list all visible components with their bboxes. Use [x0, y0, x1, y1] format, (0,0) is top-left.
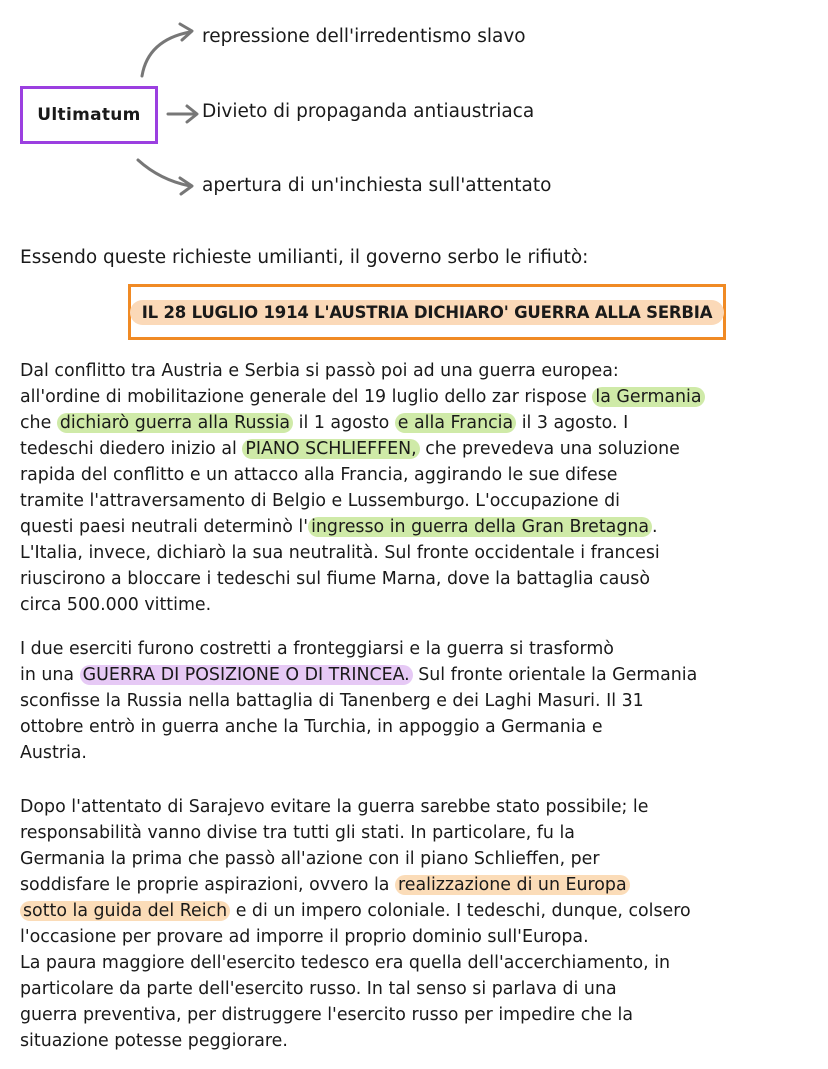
p3-line: guerra preventiva, per distruggere l'esercito russo per impedire che la [20, 1005, 633, 1025]
intro-text: Essendo queste richieste umilianti, il governo serbo le rifiutò: [20, 247, 589, 268]
branch-1: repressione dell'irredentismo slavo [202, 26, 526, 47]
p3-line [20, 898, 810, 924]
text-span: e di un impero coloniale. I tedeschi, dunque, colsero [235, 901, 691, 921]
branch-2: Divieto di propaganda antiaustriaca [202, 101, 535, 122]
p3-line: situazione potesse peggiorare. [20, 1031, 288, 1051]
paragraph-3 [20, 794, 810, 1054]
text-span: che prevedeva una soluzione [425, 439, 680, 459]
text-span: questi paesi neutrali determinò l' [20, 517, 309, 537]
text-span: all'ordine di mobilitazione generale del 19 luglio dello zar rispose [20, 387, 587, 407]
p3-line: responsabilità vanno divise tra tutti gli stati. In particolare, fu la [20, 823, 575, 843]
p1-line: circa 500.000 vittime. [20, 595, 212, 615]
p2-line: Austria. [20, 743, 87, 763]
paragraph-1 [20, 358, 810, 618]
text-span: Sul fronte orientale la Germania [418, 665, 698, 685]
p3-line [20, 872, 810, 898]
ultimatum-label: Ultimatum [37, 105, 141, 125]
text-span: che [20, 413, 52, 433]
arrow-down-icon [138, 160, 190, 186]
p3-line: l'occasione per provare ad imporre il proprio dominio sull'Europa. [20, 927, 589, 947]
highlight-schlieffen: PIANO SCHLIEFFEN, [242, 439, 419, 459]
branch-3: apertura di un'inchiesta sull'attentato [202, 175, 552, 196]
text-span: in una [20, 665, 75, 685]
highlight-europa: realizzazione di un Europa [395, 875, 630, 895]
title-box [128, 284, 726, 340]
title-text: IL 28 LUGLIO 1914 L'AUSTRIA DICHIARO' GUERRA ALLA SERBIA [130, 300, 725, 325]
p3-line: particolare da parte dell'esercito russo. In tal senso si parlava di una [20, 979, 617, 999]
p1-line: riuscirono a bloccare i tedeschi sul fiume Marna, dove la battaglia causò [20, 569, 651, 589]
highlight-francia: e alla Francia [395, 413, 516, 433]
p3-line: La paura maggiore dell'esercito tedesco era quella dell'accerchiamento, in [20, 953, 671, 973]
highlight-trincea: GUERRA DI POSIZIONE O DI TRINCEA. [80, 665, 413, 685]
p1-line [20, 514, 810, 540]
highlight-russia: dichiarò guerra alla Russia [57, 413, 293, 433]
p3-line: Dopo l'attentato di Sarajevo evitare la guerra sarebbe stato possibile; le [20, 797, 649, 817]
text-span: . [652, 517, 658, 537]
p1-line [20, 384, 810, 410]
highlight-gran-bretagna: ingresso in guerra della Gran Bretagna [308, 517, 652, 537]
branch-arrows [0, 0, 220, 220]
p1-line [20, 410, 810, 436]
p1-line [20, 436, 810, 462]
p1-line: L'Italia, invece, dichiarò la sua neutralità. Sul fronte occidentale i francesi [20, 543, 660, 563]
text-span: tedeschi diedero inizio al [20, 439, 237, 459]
p3-line: Germania la prima che passò all'azione con il piano Schlieffen, per [20, 849, 600, 869]
highlight-germania: la Germania [592, 387, 704, 407]
p1-line: rapida del conflitto e un attacco alla Francia, aggirando le sue difese [20, 465, 618, 485]
p1-line: tramite l'attraversamento di Belgio e Lussemburgo. L'occupazione di [20, 491, 620, 511]
p2-line: I due eserciti furono costretti a fronteggiarsi e la guerra si trasformò [20, 639, 614, 659]
p2-line: ottobre entrò in guerra anche la Turchia, in appoggio a Germania e [20, 717, 603, 737]
p2-line [20, 662, 810, 688]
text-span: il 1 agosto [298, 413, 390, 433]
p2-line: sconfisse la Russia nella battaglia di Tanenberg e dei Laghi Masuri. Il 31 [20, 691, 644, 711]
text-span: il 3 agosto. I [521, 413, 629, 433]
p1-line: Dal conflitto tra Austria e Serbia si passò poi ad una guerra europea: [20, 361, 619, 381]
text-span: soddisfare le proprie aspirazioni, ovvero la [20, 875, 390, 895]
paragraph-2 [20, 636, 810, 766]
highlight-reich: sotto la guida del Reich [20, 901, 230, 921]
